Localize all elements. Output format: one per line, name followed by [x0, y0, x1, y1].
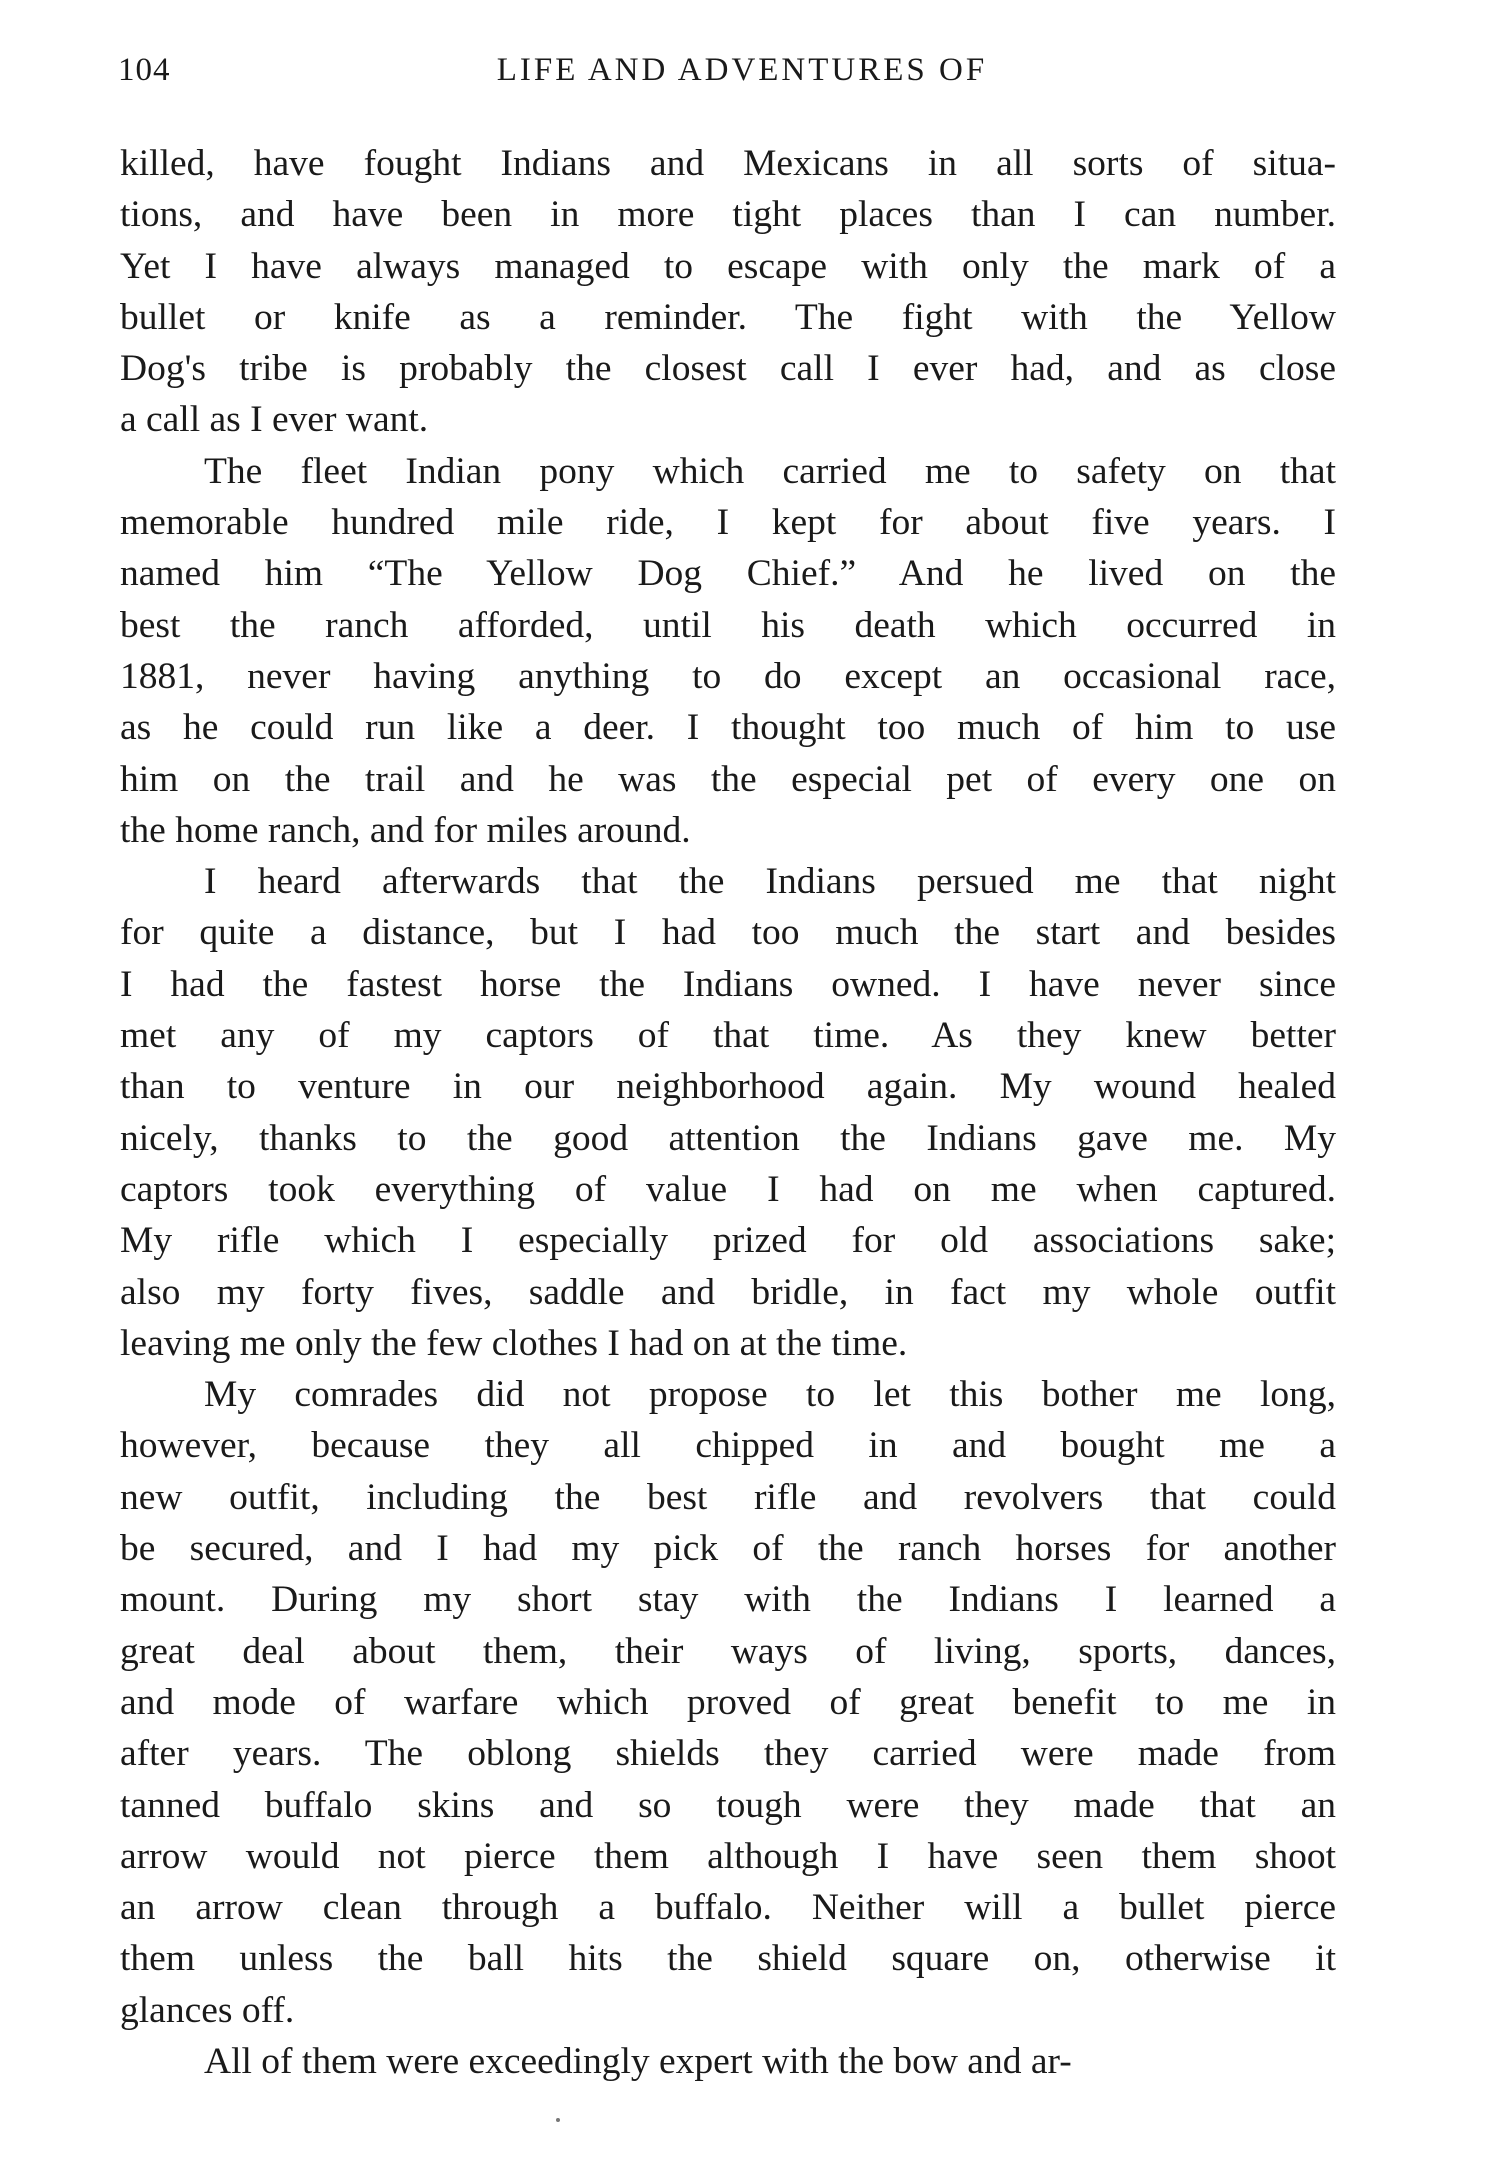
text-line: 1881, never having anything to do except an occasional race,	[120, 655, 1336, 697]
text-line: My rifle which I especially prized for old associations sake;	[120, 1220, 1336, 1262]
text-line: glances off.	[120, 1989, 295, 2031]
text-line: leaving me only the few clothes I had on at the time.	[120, 1322, 908, 1364]
text-line: after years. The oblong shields they carried were made from	[120, 1733, 1336, 1775]
text-line: bullet or knife as a reminder. The fight with the Yellow	[120, 296, 1336, 338]
running-title: LIFE AND ADVENTURES OF	[496, 52, 988, 88]
paragraph	[120, 446, 1336, 856]
text-line: Yet I have always managed to escape with only the mark of a	[120, 245, 1336, 287]
text-line: I heard afterwards that the Indians persued me that night	[204, 861, 1336, 903]
paragraph	[120, 1369, 1336, 2036]
text-line: killed, have fought Indians and Mexicans in all sorts of situa-	[120, 143, 1336, 184]
text-line: My comrades did not propose to let this bother me long,	[204, 1374, 1336, 1416]
text-line: All of them were exceedingly expert with the bow and ar-	[204, 2040, 1072, 2082]
text-line: great deal about them, their ways of living, sports, dances,	[120, 1630, 1336, 1672]
text-line: be secured, and I had my pick of the ranch horses for another	[120, 1528, 1336, 1570]
text-line: a call as I ever want.	[120, 399, 429, 441]
text-line: an arrow clean through a buffalo. Neither will a bullet pierce	[120, 1887, 1336, 1929]
text-line: The fleet Indian pony which carried me to safety on that	[204, 450, 1336, 492]
text-line: Dog's tribe is probably the closest call I ever had, and as close	[120, 348, 1336, 390]
text-line: tanned buffalo skins and so tough were they made that an	[120, 1784, 1336, 1826]
text-line: met any of my captors of that time. As they knew better	[120, 1015, 1336, 1057]
text-line: best the ranch afforded, until his death which occurred in	[120, 604, 1336, 646]
text-line: named him “The Yellow Dog Chief.” And he lived on the	[120, 553, 1336, 595]
text-line: mount. During my short stay with the Indians I learned a	[120, 1579, 1336, 1621]
running-head	[118, 52, 1336, 102]
text-line: arrow would not pierce them although I have seen them shoot	[120, 1835, 1336, 1877]
body-text	[120, 138, 1336, 2087]
text-line: the home ranch, and for miles around.	[120, 809, 691, 851]
text-line: them unless the ball hits the shield square on, otherwise it	[120, 1938, 1336, 1980]
text-line: nicely, thanks to the good attention the Indians gave me. My	[120, 1117, 1336, 1159]
text-line: captors took everything of value I had on me when captured.	[120, 1168, 1336, 1210]
text-line: I had the fastest horse the Indians owned. I have never since	[120, 963, 1336, 1005]
paragraph	[120, 138, 1336, 446]
print-speck	[556, 2118, 560, 2122]
text-line: him on the trail and he was the especial pet of every one on	[120, 758, 1336, 800]
page-number: 104	[118, 52, 171, 88]
text-line: however, because they all chipped in and bought me a	[120, 1425, 1336, 1467]
text-line: tions, and have been in more tight places than I can number.	[120, 194, 1336, 236]
paragraph	[120, 856, 1336, 1369]
paragraph	[120, 2036, 1336, 2087]
text-line: new outfit, including the best rifle and revolvers that could	[120, 1476, 1336, 1518]
text-line: and mode of warfare which proved of great benefit to me in	[120, 1681, 1336, 1723]
text-line: also my forty fives, saddle and bridle, in fact my whole outfit	[120, 1271, 1336, 1313]
text-line: for quite a distance, but I had too much the start and besides	[120, 912, 1336, 954]
text-line: than to venture in our neighborhood again. My wound healed	[120, 1066, 1336, 1108]
text-line: memorable hundred mile ride, I kept for about five years. I	[120, 502, 1336, 544]
text-line: as he could run like a deer. I thought too much of him to use	[120, 707, 1336, 749]
